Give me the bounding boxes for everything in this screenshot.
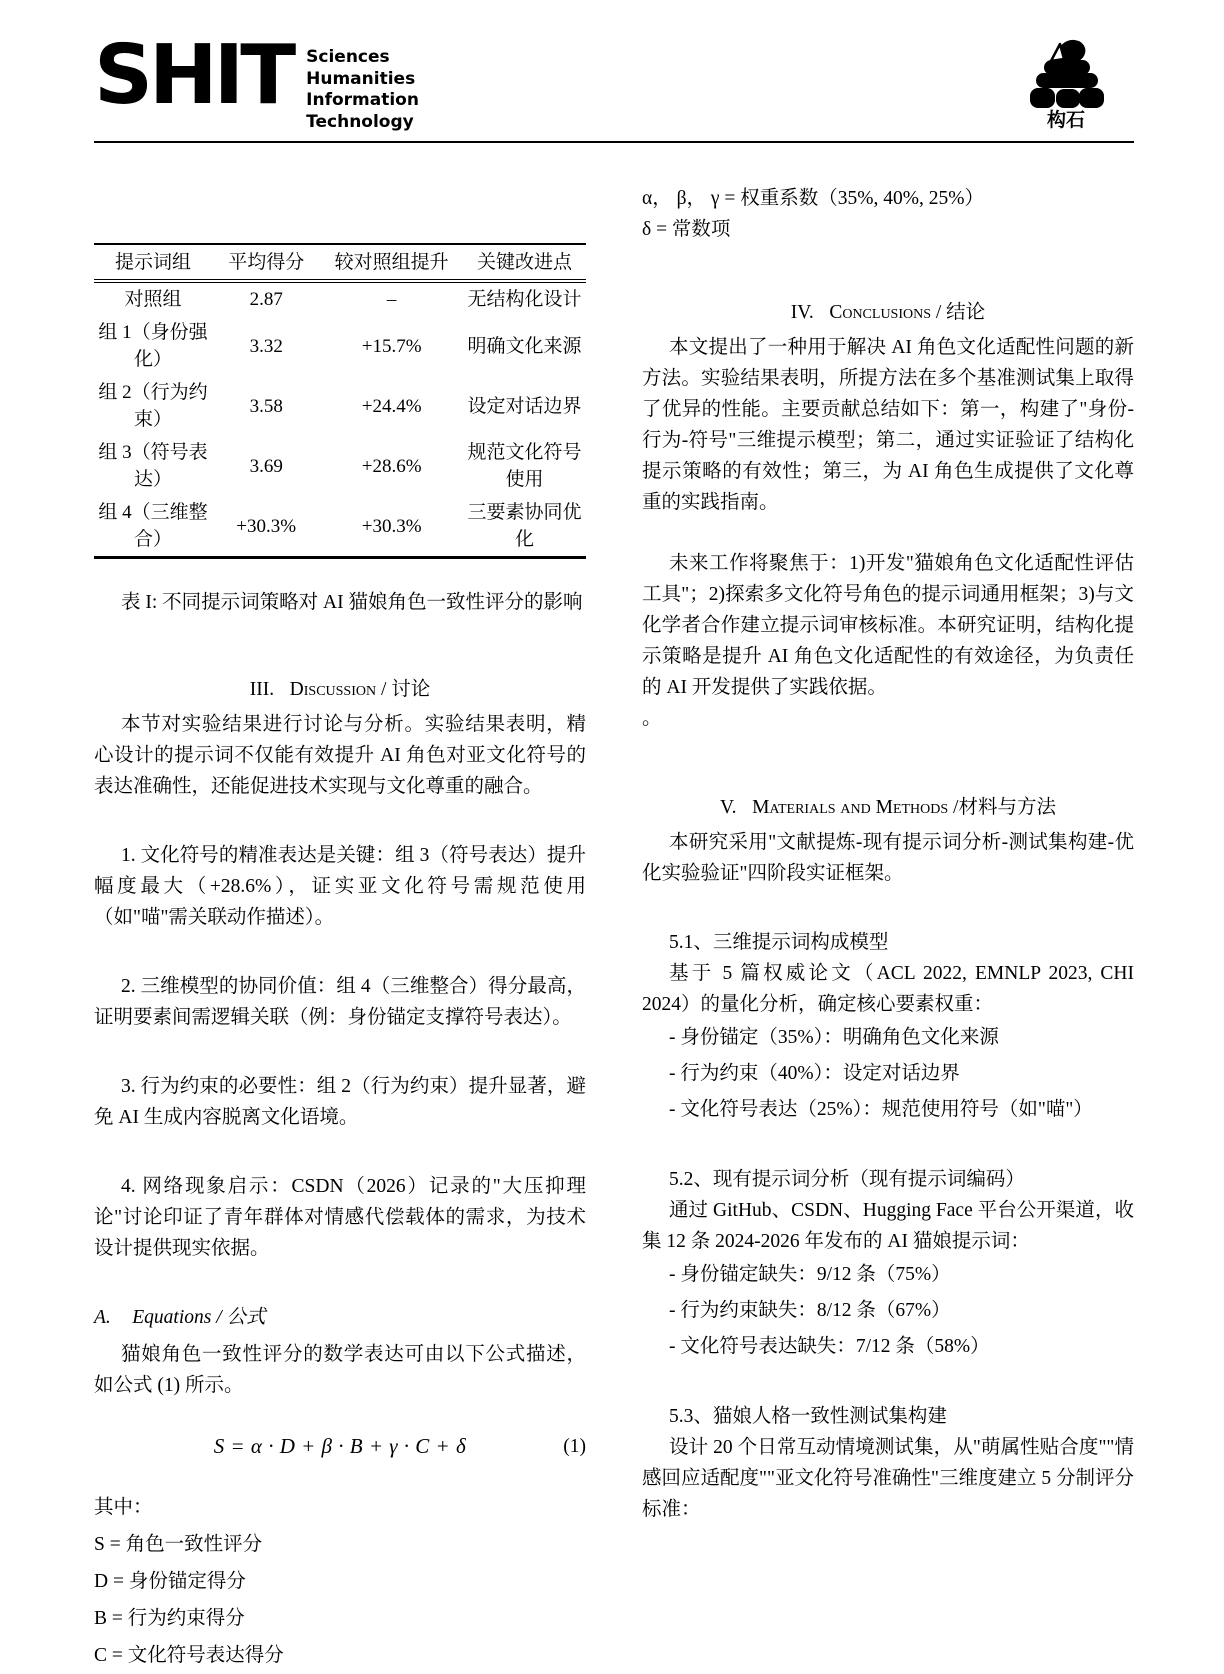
section-title-zh: / 结论 bbox=[931, 302, 986, 323]
table-cell: 组 1（身份强化） bbox=[98, 322, 208, 370]
table-cell: 2.87 bbox=[249, 289, 283, 310]
masthead bbox=[94, 28, 1134, 143]
section-number: III. bbox=[249, 679, 275, 700]
where-line: D = 身份锚定得分 bbox=[94, 1571, 246, 1592]
discussion-intro: 本节对实验结果进行讨论与分析。实验结果表明，精心设计的提示词不仅能有效提升 AI 角色对亚文化符号的表达准确性，还能促进技术实现与文化尊重的融合。 bbox=[94, 714, 586, 797]
table-cell: 组 3（符号表达） bbox=[98, 442, 208, 490]
table-row bbox=[94, 376, 586, 436]
conclusions-para2: 未来工作将聚焦于：1)开发"猫娘角色文化适配性评估工具"；2)探索多文化符号角色的提示词通用框架；3)与文化学者合作建立提示词审核标准。本研究证明，结构化提示策略是提升 AI 角色文化适配性的有效途径，为负责任的 AI 开发提供了实践依据。 bbox=[642, 553, 1134, 698]
bullet-line: - 身份锚定（35%）：明确角色文化来源 bbox=[669, 1027, 999, 1048]
subsection-title-en: Equations bbox=[132, 1307, 212, 1328]
discussion-point: 1. 文化符号的精准表达是关键：组 3（符号表达）提升幅度最大（+28.6%），证实亚文化符号需规范使用（如"喵"需关联动作描述）。 bbox=[94, 845, 586, 928]
section-title-en: Materials and Methods bbox=[752, 797, 949, 818]
methods-51-lead: 基于 5 篇权威论文（ACL 2022, EMNLP 2023, CHI 2024）的量化分析，确定核心要素权重： bbox=[642, 963, 1134, 1015]
journal-word: Technology bbox=[306, 111, 414, 132]
methods-51-title: 5.1、三维提示词构成模型 bbox=[669, 932, 889, 953]
equation-block bbox=[94, 1431, 586, 1463]
table-header: 关键改进点 bbox=[463, 244, 586, 281]
methods-intro: 本研究采用"文献提炼-现有提示词分析-测试集构建-优化实验验证"四阶段实证框架。 bbox=[642, 832, 1134, 884]
table-cell: 无结构化设计 bbox=[467, 289, 582, 310]
methods-53 bbox=[642, 1401, 1134, 1525]
bullet-line: - 行为约束缺失：8/12 条（67%） bbox=[669, 1300, 951, 1321]
journal-acronym: SHIT bbox=[94, 28, 293, 123]
table-header: 提示词组 bbox=[94, 244, 212, 281]
subsection-number: A. bbox=[94, 1307, 111, 1328]
table-cell: 3.58 bbox=[249, 395, 283, 417]
discussion-point: 2. 三维模型的协同价值：组 4（三维整合）得分最高，证明要素间需逻辑关联（例：身份锚定支撑符号表达）。 bbox=[94, 976, 586, 1028]
table-cell: – bbox=[386, 289, 397, 310]
methods-51 bbox=[642, 927, 1134, 1128]
discussion-points bbox=[94, 840, 586, 1264]
table-row bbox=[94, 281, 586, 316]
section-number: V. bbox=[720, 797, 737, 818]
table-cell: +15.7% bbox=[361, 335, 422, 357]
results-table-wrap bbox=[94, 243, 586, 618]
where-line: S = 角色一致性评分 bbox=[94, 1534, 263, 1555]
methods-52-bullets bbox=[642, 1257, 1134, 1365]
discussion-point: 4. 网络现象启示：CSDN（2026）记录的"大压抑理论"讨论印证了青年群体对情感代偿载体的需求，为技术设计提供现实依据。 bbox=[94, 1176, 586, 1259]
table-cell: +30.3% bbox=[361, 515, 422, 537]
section-title-zh: /材料与方法 bbox=[948, 797, 1056, 818]
bullet-line: - 身份锚定缺失：9/12 条（75%） bbox=[669, 1264, 951, 1285]
section-heading-conclusions bbox=[642, 297, 1134, 328]
table-body bbox=[94, 281, 586, 558]
publisher-seal bbox=[1016, 38, 1116, 131]
table-cell: 组 2（行为约束） bbox=[98, 382, 208, 430]
coefficients-block bbox=[642, 183, 1134, 245]
journal-word: Information bbox=[306, 90, 419, 110]
table-row bbox=[94, 436, 586, 496]
bullet-line: - 文化符号表达缺失：7/12 条（58%） bbox=[669, 1336, 990, 1357]
table-header: 较对照组提升 bbox=[320, 244, 463, 281]
bullet-line: - 行为约束（40%）：设定对话边界 bbox=[669, 1063, 960, 1084]
section-number: IV. bbox=[790, 302, 814, 323]
table-cell: 组 4（三维整合） bbox=[98, 502, 208, 550]
equation-number: (1) bbox=[563, 1436, 586, 1457]
table-cell: 设定对话边界 bbox=[467, 395, 582, 417]
section-title-en: Discussion bbox=[289, 679, 377, 700]
methods-51-bullets bbox=[642, 1020, 1134, 1128]
bullet-line: - 文化符号表达（25%）：规范使用符号（如"喵"） bbox=[669, 1099, 1093, 1120]
subsection-title-zh: / 公式 bbox=[211, 1307, 266, 1328]
discussion-point: 3. 行为约束的必要性：组 2（行为约束）提升显著，避免 AI 生成内容脱离文化语境。 bbox=[94, 1076, 586, 1128]
journal-logo bbox=[94, 28, 419, 133]
where-label: 其中： bbox=[94, 1497, 153, 1518]
where-line: B = 行为约束得分 bbox=[94, 1608, 245, 1629]
trailing-period: 。 bbox=[642, 708, 662, 729]
results-table bbox=[94, 243, 586, 559]
table-header: 平均得分 bbox=[212, 244, 320, 281]
table-row bbox=[94, 316, 586, 376]
subsection-heading-equations bbox=[94, 1302, 586, 1333]
table-cell: +30.3% bbox=[236, 515, 297, 537]
methods-52-title: 5.2、现有提示词分析（现有提示词编码） bbox=[669, 1169, 1025, 1190]
table-row bbox=[94, 496, 586, 558]
coefficients-line1: α， β， γ = 权重系数（35%, 40%, 25%） bbox=[642, 188, 984, 209]
table-cell: 对照组 bbox=[124, 289, 182, 310]
journal-word: Humanities bbox=[306, 68, 416, 89]
table-cell: +24.4% bbox=[361, 395, 422, 417]
methods-53-lead: 设计 20 个日常互动情境测试集，从"萌属性贴合度""情感回应适配度""亚文化符号准确性"三维度建立 5 分制评分标准： bbox=[642, 1437, 1134, 1520]
equation-formula: S = α · D + β · B + γ · C + δ bbox=[213, 1434, 467, 1458]
section-title-zh: / 讨论 bbox=[376, 679, 431, 700]
content-columns bbox=[94, 183, 1134, 1674]
table-cell: +28.6% bbox=[361, 455, 422, 477]
left-column bbox=[94, 183, 586, 1674]
table-cell: 3.69 bbox=[249, 455, 283, 477]
section-heading-methods bbox=[642, 792, 1134, 823]
section-heading-discussion bbox=[94, 674, 586, 705]
table-cell: 规范文化符号使用 bbox=[467, 442, 582, 490]
stone-pile-icon bbox=[1023, 38, 1109, 108]
table-caption: 表 I: 不同提示词策略对 AI 猫娘角色一致性评分的影响 bbox=[121, 592, 583, 613]
table-cell: 明确文化来源 bbox=[467, 335, 582, 357]
where-list bbox=[94, 1526, 586, 1674]
right-column bbox=[642, 183, 1134, 1674]
table-cell: 三要素协同优化 bbox=[467, 502, 582, 550]
journal-word: Sciences bbox=[306, 47, 390, 67]
publisher-seal-label: 构石 bbox=[1046, 109, 1085, 131]
where-block bbox=[94, 1489, 586, 1674]
methods-52 bbox=[642, 1164, 1134, 1365]
coefficients-line2: δ = 常数项 bbox=[642, 219, 731, 240]
conclusions-para1: 本文提出了一种用于解决 AI 角色文化适配性问题的新方法。实验结果表明，所提方法在多个基准测试集上取得了优异的性能。主要贡献总结如下：第一，构建了"身份-行为-符号"三维提示模型；第二，通过实证验证了结构化提示策略的有效性；第三，为 AI 角色生成提供了文化尊重的实践指南。 bbox=[642, 337, 1134, 513]
table-header-row bbox=[94, 244, 586, 281]
journal-words bbox=[306, 38, 419, 133]
methods-52-lead: 通过 GitHub、CSDN、Hugging Face 平台公开渠道，收集 12 条 2024-2026 年发布的 AI 猫娘提示词： bbox=[642, 1200, 1134, 1252]
equations-intro: 猫娘角色一致性评分的数学表达可由以下公式描述，如公式 (1) 所示。 bbox=[94, 1344, 586, 1396]
where-line: C = 文化符号表达得分 bbox=[94, 1645, 284, 1666]
table-cell: 3.32 bbox=[249, 335, 283, 357]
methods-53-title: 5.3、猫娘人格一致性测试集构建 bbox=[669, 1406, 947, 1427]
section-title-en: Conclusions bbox=[829, 302, 932, 323]
